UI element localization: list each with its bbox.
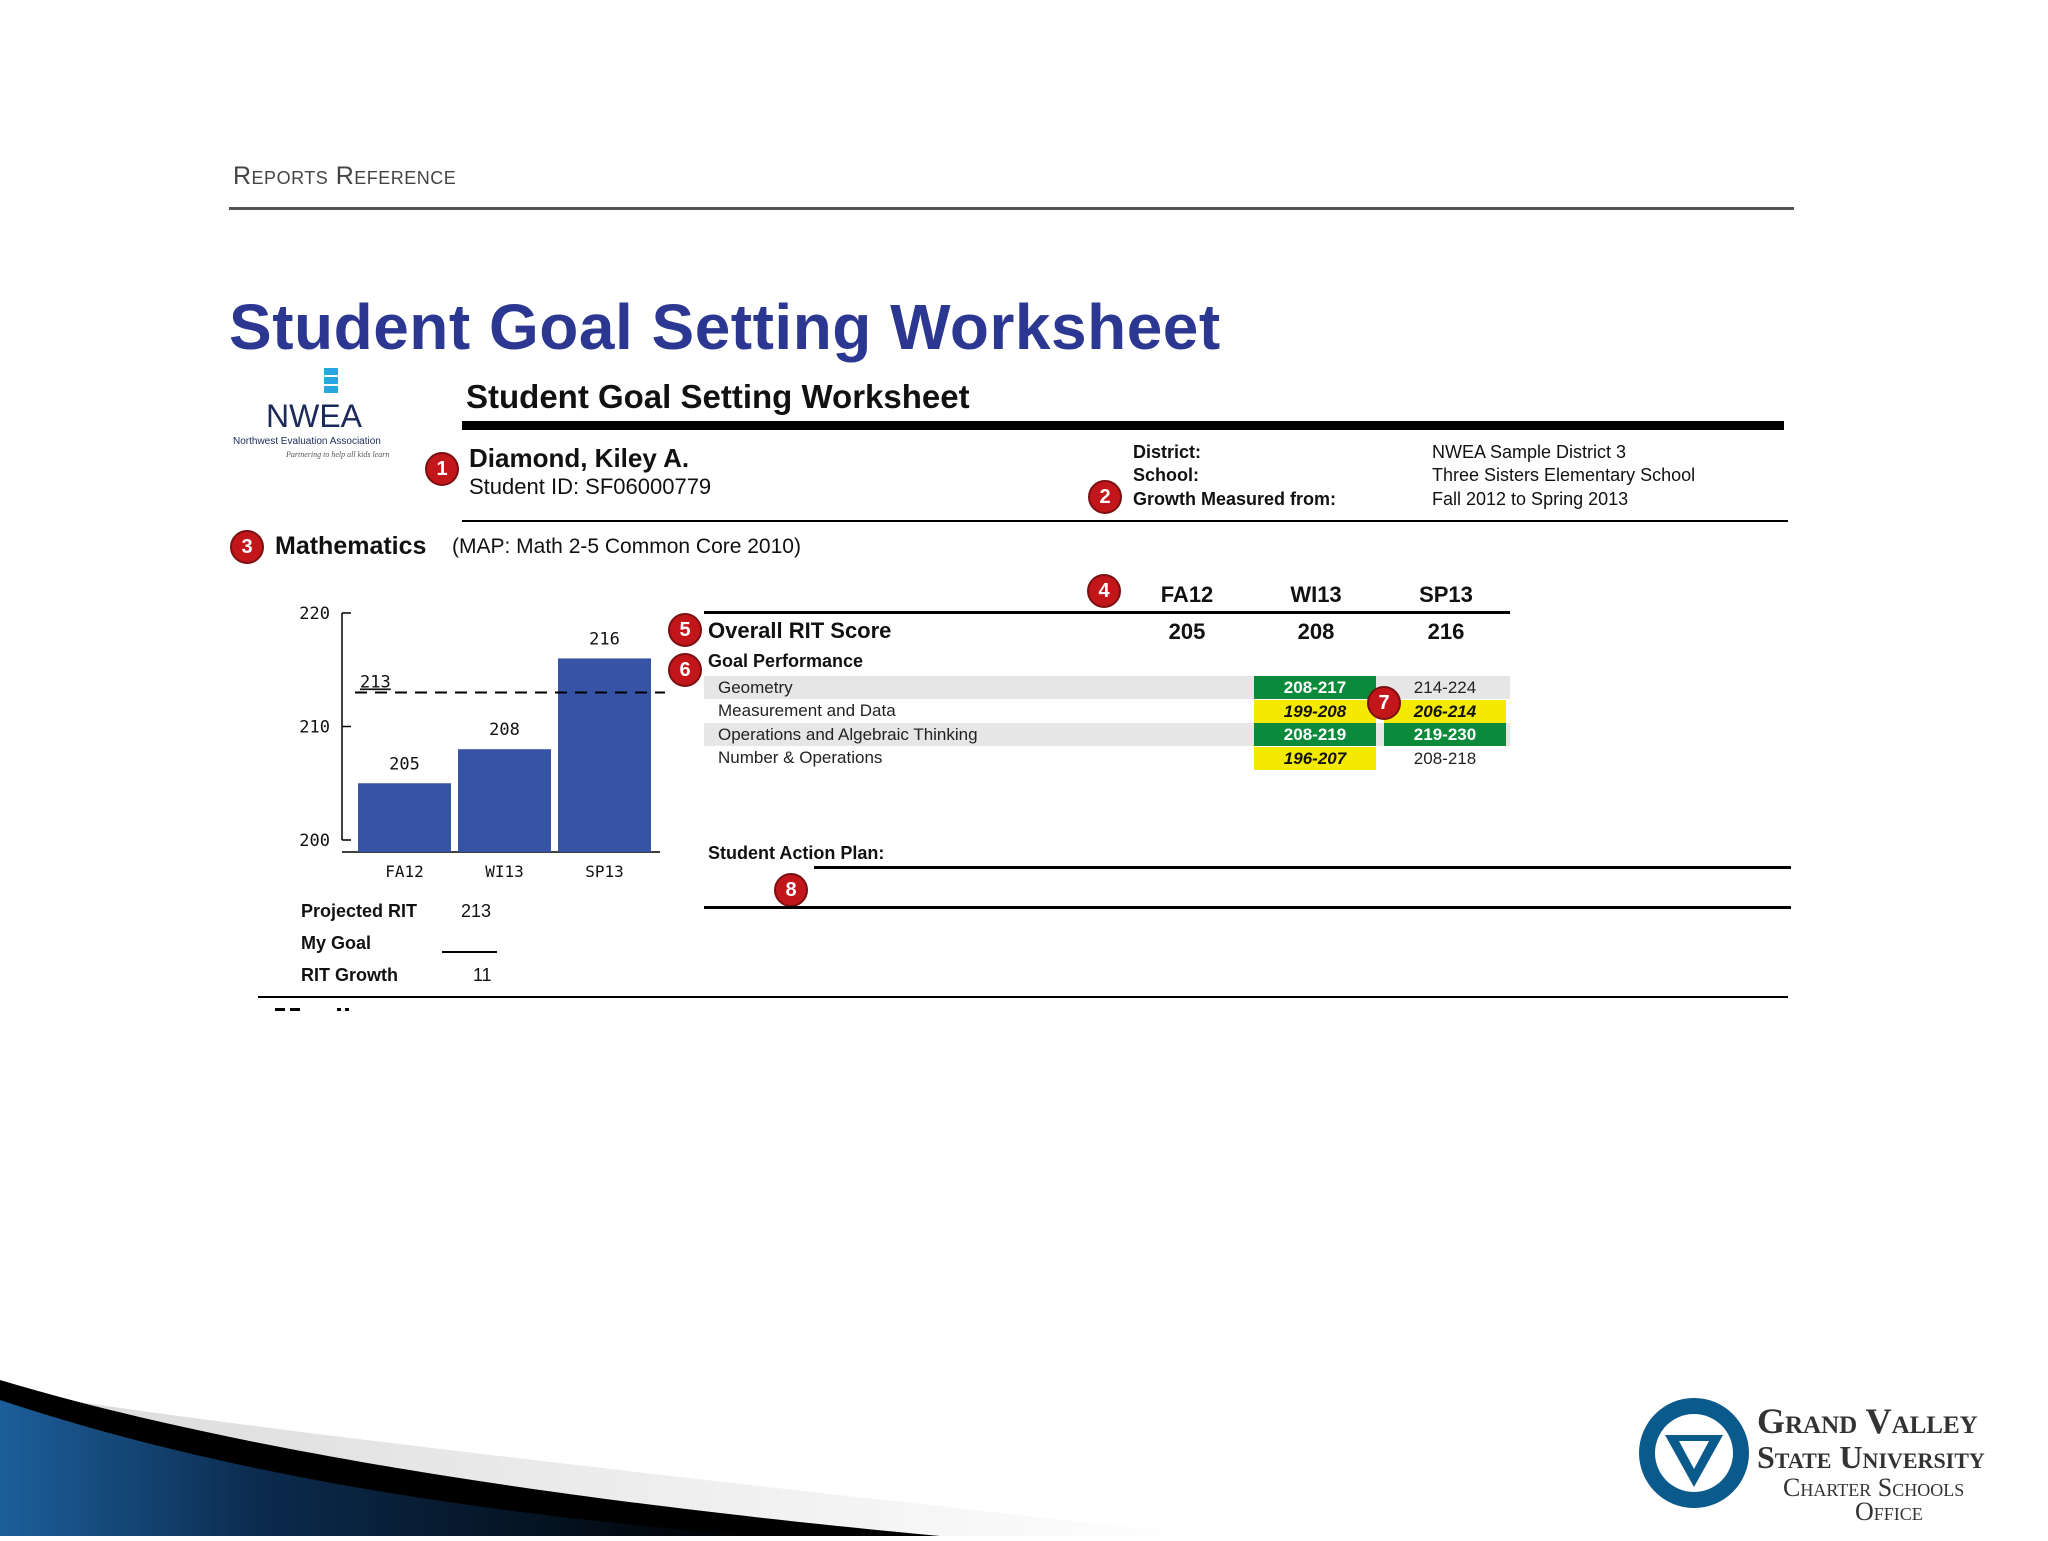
- gvsu-line-2: State University: [1757, 1439, 1985, 1475]
- student-name: Diamond, Kiley A.: [469, 443, 690, 473]
- bar-value-label: 208: [489, 720, 520, 741]
- cut-off-text: [275, 1008, 285, 1011]
- nwea-logo: [230, 365, 420, 475]
- student-id: Student ID: SF06000779: [469, 474, 712, 499]
- callout-badge-8: 8: [774, 873, 808, 907]
- x-tick-label: WI13: [485, 862, 524, 880]
- x-tick-label: SP13: [585, 862, 624, 880]
- goal-cell-sp13: 214-224: [1413, 678, 1477, 697]
- projected-rit-line-label: 213: [360, 672, 391, 693]
- goal-name: Operations and Algebraic Thinking: [718, 725, 978, 744]
- gvsu-line-4: Office: [1855, 1497, 1923, 1525]
- goal-cell-wi13: 208-217: [1254, 676, 1376, 699]
- district-value: NWEA Sample District 3: [1432, 442, 1627, 462]
- decorative-swoosh: [0, 1280, 1300, 1536]
- callout-badge-4: 4: [1087, 574, 1121, 608]
- bar: [458, 749, 551, 852]
- columns-rule: [704, 611, 1510, 614]
- gvsu-line-1: Grand Valley: [1757, 1401, 1978, 1441]
- callout-badge-7: 7: [1367, 686, 1401, 720]
- projected-rit-label: Projected RIT: [301, 901, 418, 921]
- bar-value-label: 205: [389, 754, 420, 775]
- action-plan-line: [814, 866, 1791, 869]
- column-header-sp13: SP13: [1419, 582, 1473, 607]
- goal-performance-label: Goal Performance: [708, 651, 864, 671]
- x-tick-label: FA12: [385, 862, 424, 880]
- worksheet-title: Student Goal Setting Worksheet: [466, 378, 970, 415]
- action-plan-label: Student Action Plan:: [708, 843, 885, 863]
- my-goal-blank: [442, 951, 497, 953]
- callout-badge-1: 1: [425, 452, 459, 486]
- callout-badge-2: 2: [1088, 480, 1122, 514]
- subject-name: Mathematics: [275, 532, 427, 560]
- goal-cell-wi13: 208-219: [1254, 723, 1376, 746]
- goal-cell-sp13: 219-230: [1384, 723, 1506, 746]
- callout-badge-3: 3: [230, 530, 264, 564]
- cut-off-text: [337, 1008, 341, 1011]
- goal-cell-wi13: 199-208: [1254, 700, 1376, 723]
- info-rule: [462, 520, 1788, 522]
- goal-cell-sp13: 206-214: [1384, 700, 1506, 723]
- rit-growth-label: RIT Growth: [301, 965, 398, 985]
- column-header-wi13: WI13: [1290, 582, 1342, 607]
- goal-name: Number & Operations: [718, 748, 883, 767]
- y-tick-label: 210: [299, 717, 330, 738]
- rit-growth-value: 11: [473, 965, 492, 985]
- callout-badge-5: 5: [668, 613, 702, 647]
- header-rule: [229, 207, 1794, 210]
- bar-value-label: 216: [589, 629, 620, 650]
- subject-detail: (MAP: Math 2-5 Common Core 2010): [452, 535, 801, 558]
- my-goal-label: My Goal: [301, 933, 372, 953]
- cut-off-text: [345, 1008, 349, 1011]
- nwea-motto: Partnering to help all kids learn: [286, 450, 390, 459]
- rit-bar-chart: [285, 595, 680, 880]
- goal-name: Geometry: [718, 678, 793, 697]
- overall-rit-label: Overall RIT Score: [708, 618, 892, 643]
- projected-rit-value: 213: [461, 901, 492, 921]
- goal-cell-wi13: 196-207: [1254, 747, 1376, 770]
- nwea-name: NWEA: [266, 398, 362, 434]
- y-tick-label: 220: [299, 604, 330, 624]
- bar: [558, 658, 651, 852]
- title-rule: [462, 421, 1784, 430]
- school-value: Three Sisters Elementary School: [1432, 465, 1696, 485]
- gvsu-logo: [1635, 1395, 2030, 1525]
- y-tick-label: 200: [299, 831, 330, 851]
- action-plan-line: [704, 906, 1791, 909]
- page-title: Student Goal Setting Worksheet: [229, 291, 1221, 363]
- growth-label: Growth Measured from:: [1133, 489, 1337, 509]
- goal-name: Measurement and Data: [718, 701, 896, 720]
- overall-rit-fa12: 205: [1168, 619, 1206, 644]
- section-bottom-rule: [258, 996, 1788, 998]
- nwea-tagline: Northwest Evaluation Association: [233, 436, 381, 447]
- school-label: School:: [1133, 465, 1199, 485]
- goal-cell-sp13: 208-218: [1413, 749, 1477, 768]
- gvsu-line-3: Charter Schools: [1783, 1473, 1965, 1502]
- district-label: District:: [1133, 442, 1202, 462]
- overall-rit-sp13: 216: [1427, 619, 1465, 644]
- column-header-fa12: FA12: [1160, 582, 1214, 607]
- cut-off-text: [290, 1008, 300, 1011]
- growth-value: Fall 2012 to Spring 2013: [1432, 489, 1629, 509]
- callout-badge-6: 6: [668, 653, 702, 687]
- section-header: Reports Reference: [233, 162, 457, 190]
- overall-rit-wi13: 208: [1297, 619, 1335, 644]
- bar: [358, 783, 451, 852]
